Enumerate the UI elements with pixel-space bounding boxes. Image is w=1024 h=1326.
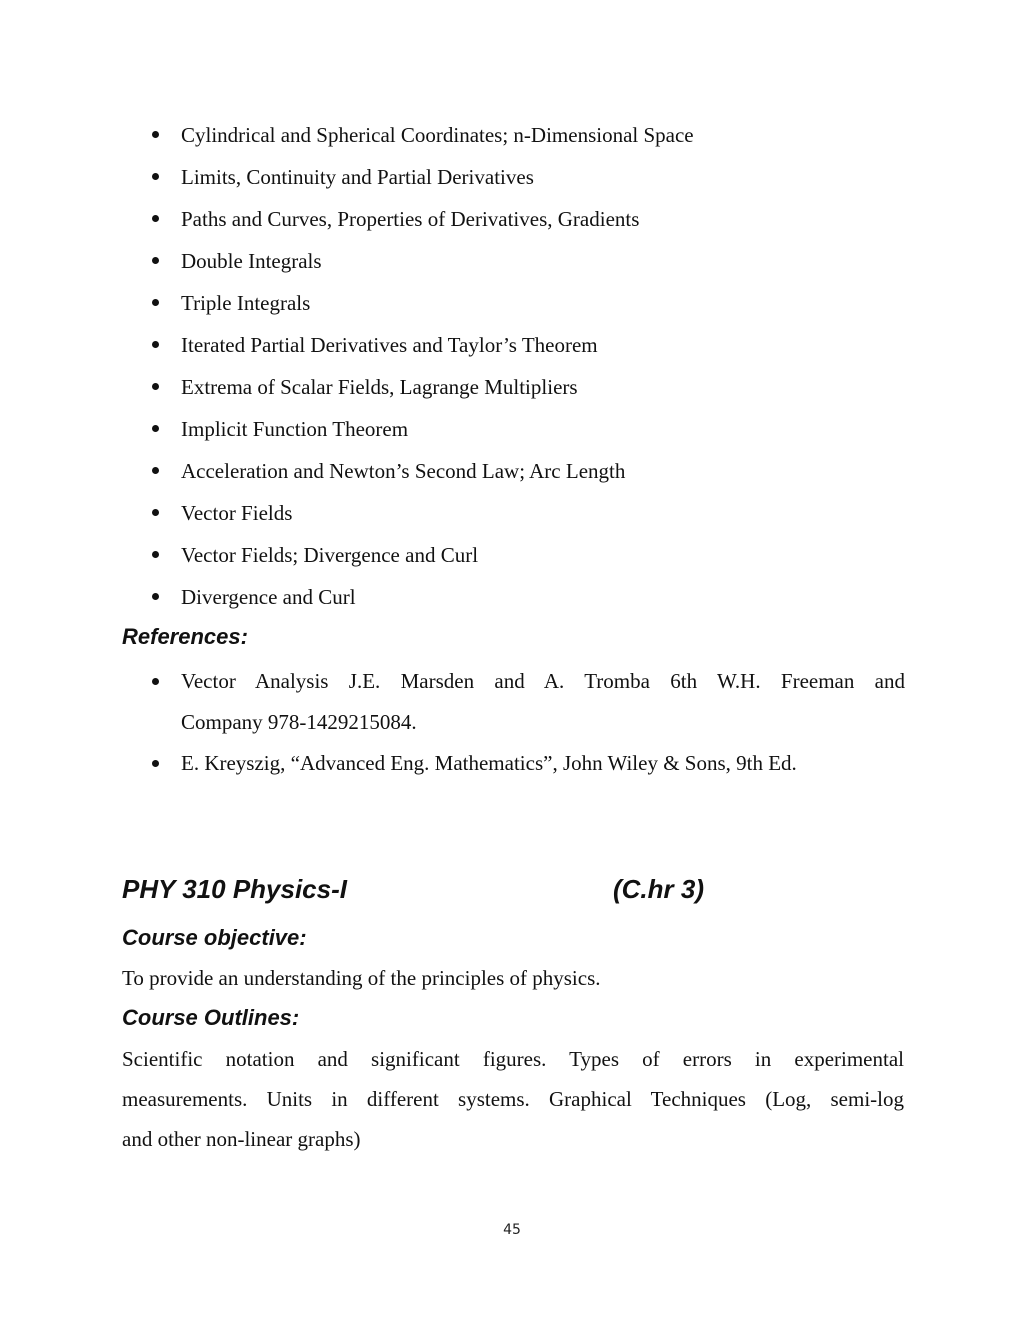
topic-text: Vector Fields; Divergence and Curl xyxy=(181,543,479,567)
topic-text: Implicit Function Theorem xyxy=(181,417,409,441)
bullet-icon xyxy=(152,467,159,474)
bullet-icon xyxy=(152,173,159,180)
topic-text: Double Integrals xyxy=(181,249,322,273)
list-item xyxy=(150,492,905,534)
reference-text-line: Vector Analysis J.E. Marsden and A. Tromba 6th W.H. Freeman and xyxy=(181,669,905,693)
bullet-icon xyxy=(152,299,159,306)
topics-list xyxy=(150,114,905,618)
course-outlines-text xyxy=(122,1039,904,1159)
topic-text: Limits, Continuity and Partial Derivatives xyxy=(181,165,534,189)
course-objective-text: To provide an understanding of the principles of physics. xyxy=(122,966,601,990)
bullet-icon xyxy=(152,593,159,600)
topic-text: Triple Integrals xyxy=(181,291,311,315)
reference-text-line: E. Kreyszig, “Advanced Eng. Mathematics”, John Wiley & Sons, 9th Ed. xyxy=(181,751,797,775)
topic-text: Iterated Partial Derivatives and Taylor’s Theorem xyxy=(181,333,598,357)
list-item xyxy=(150,282,905,324)
bullet-icon xyxy=(152,341,159,348)
list-item xyxy=(150,240,905,282)
list-item xyxy=(150,534,905,576)
reference-item xyxy=(150,743,905,784)
bullet-icon xyxy=(152,551,159,558)
bullet-icon xyxy=(152,678,159,685)
list-item xyxy=(150,450,905,492)
list-item xyxy=(150,408,905,450)
course-credit-hours: (C.hr 3) xyxy=(613,874,704,904)
topic-text: Cylindrical and Spherical Coordinates; n-Dimensional Space xyxy=(181,123,694,147)
topic-text: Divergence and Curl xyxy=(181,585,356,609)
references-list xyxy=(150,661,905,784)
bullet-icon xyxy=(152,509,159,516)
bullet-icon xyxy=(152,383,159,390)
topic-text: Acceleration and Newton’s Second Law; Arc Length xyxy=(181,459,626,483)
list-item xyxy=(150,366,905,408)
course-objective-heading: Course objective: xyxy=(122,925,307,950)
paragraph-line: and other non-linear graphs) xyxy=(122,1127,361,1151)
bullet-icon xyxy=(152,131,159,138)
bullet-icon xyxy=(152,215,159,222)
bullet-icon xyxy=(152,257,159,264)
paragraph-line: Scientific notation and significant figures. Types of errors in experimental xyxy=(122,1047,904,1071)
topic-text: Paths and Curves, Properties of Derivatives, Gradients xyxy=(181,207,640,231)
list-item xyxy=(150,156,905,198)
bullet-icon xyxy=(152,760,159,767)
list-item xyxy=(150,576,905,618)
reference-item xyxy=(150,661,905,743)
list-item xyxy=(150,324,905,366)
course-title: PHY 310 Physics-I xyxy=(122,874,347,904)
paragraph-line: measurements. Units in different systems. Graphical Techniques (Log, semi-log xyxy=(122,1087,904,1111)
course-outlines-heading: Course Outlines: xyxy=(122,1005,300,1030)
list-item xyxy=(150,114,905,156)
topic-text: Vector Fields xyxy=(181,501,293,525)
page-number: 45 xyxy=(503,1222,521,1238)
bullet-icon xyxy=(152,425,159,432)
topic-text: Extrema of Scalar Fields, Lagrange Multipliers xyxy=(181,375,578,399)
reference-text-line: Company 978-1429215084. xyxy=(181,710,417,734)
references-heading: References: xyxy=(122,624,248,649)
list-item xyxy=(150,198,905,240)
